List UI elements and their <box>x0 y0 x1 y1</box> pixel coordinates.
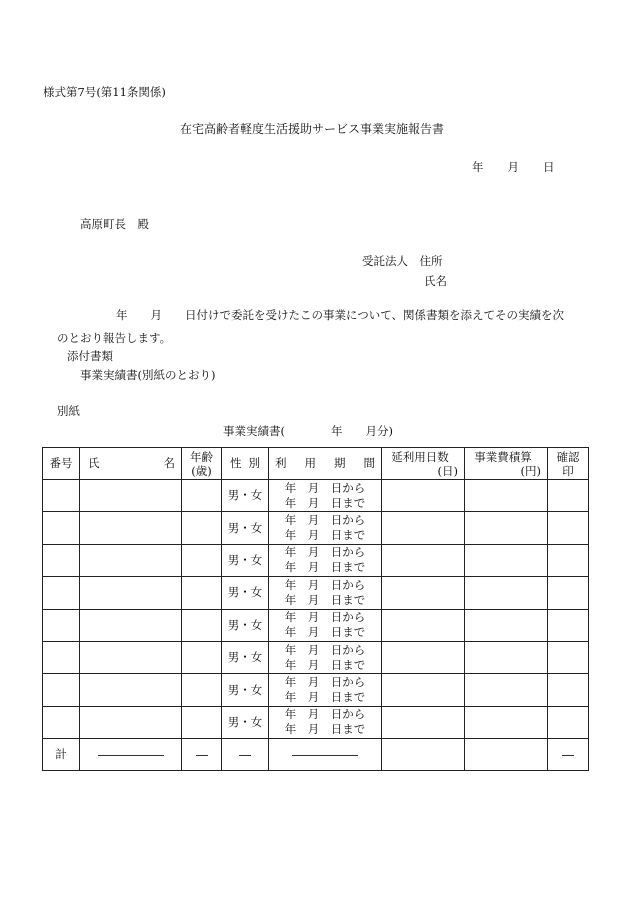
row-cost-cell[interactable] <box>465 512 548 544</box>
row-age-cell[interactable] <box>182 577 222 609</box>
row-sex-cell[interactable]: 男・女 <box>222 674 269 706</box>
row-confirm-cell[interactable] <box>548 480 589 512</box>
row-days-cell[interactable] <box>382 674 465 706</box>
dash-mark <box>562 755 574 756</box>
table-row <box>43 544 589 576</box>
period-from-text: 年 月 日から <box>284 610 366 625</box>
dash-mark <box>196 755 208 756</box>
header-sex <box>222 448 269 480</box>
header-age-top: 年齢 <box>190 449 213 464</box>
period-to-text: 年 月 日まで <box>284 690 366 705</box>
total-cost[interactable] <box>465 739 548 771</box>
row-cost-cell[interactable] <box>465 706 548 738</box>
row-age-cell[interactable] <box>182 480 222 512</box>
row-sex-cell[interactable]: 男・女 <box>222 544 269 576</box>
row-age-cell[interactable] <box>182 706 222 738</box>
row-days-cell[interactable] <box>382 706 465 738</box>
row-sex-cell[interactable]: 男・女 <box>222 577 269 609</box>
period-from-text: 年 月 日から <box>284 642 366 657</box>
header-cost-bottom: (円) <box>520 463 541 478</box>
row-number-cell[interactable] <box>43 480 80 512</box>
total-name-dash <box>80 739 182 771</box>
attachment-item: 事業実績書(別紙のとおり) <box>80 368 216 382</box>
contractor-name-label: 氏名 <box>424 274 447 288</box>
period-from-text: 年 月 日から <box>284 545 366 560</box>
dash-mark <box>292 755 358 756</box>
row-cost-cell[interactable] <box>465 641 548 673</box>
header-cost-top: 事業費積算 <box>474 449 532 464</box>
row-cost-cell[interactable] <box>465 480 548 512</box>
row-sex-cell[interactable]: 男・女 <box>222 512 269 544</box>
row-days-cell[interactable] <box>382 480 465 512</box>
document-title: 在宅高齢者軽度生活援助サービス事業実施報告書 <box>180 122 445 136</box>
row-cost-cell[interactable] <box>465 544 548 576</box>
total-period-dash <box>269 739 382 771</box>
period-to-text: 年 月 日まで <box>284 657 366 672</box>
header-name-b: 名 <box>163 456 175 470</box>
table-row <box>43 480 589 512</box>
row-cost-cell[interactable] <box>465 674 548 706</box>
period-to-text: 年 月 日まで <box>284 495 366 510</box>
table-header-row <box>43 448 589 480</box>
row-sex-cell[interactable]: 男・女 <box>222 641 269 673</box>
row-name-cell[interactable] <box>80 609 182 641</box>
header-confirm <box>548 448 589 480</box>
row-sex-cell[interactable]: 男・女 <box>222 480 269 512</box>
row-period-cell[interactable] <box>269 544 382 576</box>
period-from-text: 年 月 日から <box>284 513 366 528</box>
header-confirm-bottom: 印 <box>562 463 574 478</box>
row-number-cell[interactable] <box>43 609 80 641</box>
row-days-cell[interactable] <box>382 609 465 641</box>
header-sex-a: 性 <box>230 456 242 470</box>
header-days-bottom: (日) <box>437 463 458 478</box>
period-to-text: 年 月 日まで <box>284 592 366 607</box>
row-period-cell[interactable] <box>269 512 382 544</box>
row-confirm-cell[interactable] <box>548 609 589 641</box>
header-age-bottom: (歳) <box>191 463 212 478</box>
period-from-text: 年 月 日から <box>284 577 366 592</box>
table-row <box>43 577 589 609</box>
header-age <box>182 448 222 480</box>
row-sex-cell[interactable]: 男・女 <box>222 609 269 641</box>
row-age-cell[interactable] <box>182 641 222 673</box>
body-text-line-1: 年 月 日付けで委託を受けたこの事業について、関係書類を添えてその実績を次 <box>116 308 565 322</box>
date-month: 月 <box>507 160 519 174</box>
row-days-cell[interactable] <box>382 577 465 609</box>
dash-mark <box>239 755 251 756</box>
row-name-cell[interactable] <box>80 577 182 609</box>
row-number-cell[interactable] <box>43 577 80 609</box>
row-cost-cell[interactable] <box>465 577 548 609</box>
row-confirm-cell[interactable] <box>548 641 589 673</box>
row-age-cell[interactable] <box>182 674 222 706</box>
header-period-char: 期 <box>334 456 346 470</box>
row-period-cell[interactable] <box>269 706 382 738</box>
row-number-cell[interactable] <box>43 641 80 673</box>
body-text-line-2: のとおり報告します。 <box>57 331 172 345</box>
period-to-text: 年 月 日まで <box>284 560 366 575</box>
table-row <box>43 641 589 673</box>
table-row <box>43 512 589 544</box>
row-name-cell[interactable] <box>80 706 182 738</box>
contractor-address-label: 受託法人 住所 <box>362 254 443 268</box>
header-confirm-top: 確認 <box>556 449 580 464</box>
total-confirm-dash <box>548 739 589 771</box>
period-to-text: 年 月 日まで <box>284 722 366 737</box>
header-number: 番号 <box>43 448 80 480</box>
header-cost <box>465 448 548 480</box>
dash-mark <box>98 755 164 756</box>
table-body <box>43 480 589 739</box>
row-confirm-cell[interactable] <box>548 674 589 706</box>
row-age-cell[interactable] <box>182 512 222 544</box>
row-days-cell[interactable] <box>382 641 465 673</box>
row-age-cell[interactable] <box>182 609 222 641</box>
header-period-char: 用 <box>304 456 316 470</box>
row-name-cell[interactable] <box>80 674 182 706</box>
row-period-cell[interactable] <box>269 674 382 706</box>
row-confirm-cell[interactable] <box>548 577 589 609</box>
row-age-cell[interactable] <box>182 544 222 576</box>
header-days-top: 延利用日数 <box>391 449 449 464</box>
form-number: 様式第7号(第11条関係) <box>43 85 166 99</box>
row-name-cell[interactable] <box>80 480 182 512</box>
attachments-label: 添付書類 <box>67 349 113 363</box>
report-date <box>472 160 555 175</box>
row-number-cell[interactable] <box>43 512 80 544</box>
total-row <box>43 739 589 771</box>
header-name-a: 氏 <box>88 456 100 470</box>
period-from-text: 年 月 日から <box>284 675 366 690</box>
row-number-cell[interactable] <box>43 706 80 738</box>
row-number-cell[interactable] <box>43 544 80 576</box>
table-row <box>43 609 589 641</box>
header-period <box>269 448 382 480</box>
row-number-cell[interactable] <box>43 674 80 706</box>
header-days <box>382 448 465 480</box>
row-name-cell[interactable] <box>80 544 182 576</box>
row-confirm-cell[interactable] <box>548 544 589 576</box>
header-name <box>80 448 182 480</box>
performance-report-subtitle: 事業実績書( 年 月分) <box>223 424 393 438</box>
total-sex-dash <box>222 739 269 771</box>
row-confirm-cell[interactable] <box>548 512 589 544</box>
period-to-text: 年 月 日まで <box>284 625 366 640</box>
header-sex-b: 別 <box>248 456 260 470</box>
header-period-char: 利 <box>275 456 287 470</box>
row-sex-cell[interactable]: 男・女 <box>222 706 269 738</box>
total-label: 計 <box>43 739 80 771</box>
performance-table <box>42 447 589 771</box>
row-days-cell[interactable] <box>382 544 465 576</box>
total-age-dash <box>182 739 222 771</box>
addressee: 高原町長 殿 <box>80 217 149 231</box>
row-period-cell[interactable] <box>269 480 382 512</box>
date-year: 年 <box>472 160 484 174</box>
row-period-cell[interactable] <box>269 577 382 609</box>
period-to-text: 年 月 日まで <box>284 528 366 543</box>
date-day: 日 <box>543 160 555 174</box>
header-period-char: 間 <box>363 456 375 470</box>
row-name-cell[interactable] <box>80 512 182 544</box>
period-from-text: 年 月 日から <box>284 707 366 722</box>
row-confirm-cell[interactable] <box>548 706 589 738</box>
row-period-cell[interactable] <box>269 609 382 641</box>
row-cost-cell[interactable] <box>465 609 548 641</box>
table-row <box>43 674 589 706</box>
row-period-cell[interactable] <box>269 641 382 673</box>
period-from-text: 年 月 日から <box>284 480 366 495</box>
row-days-cell[interactable] <box>382 512 465 544</box>
appendix-label: 別紙 <box>57 404 80 418</box>
total-days[interactable] <box>382 739 465 771</box>
table-row <box>43 706 589 738</box>
row-name-cell[interactable] <box>80 641 182 673</box>
